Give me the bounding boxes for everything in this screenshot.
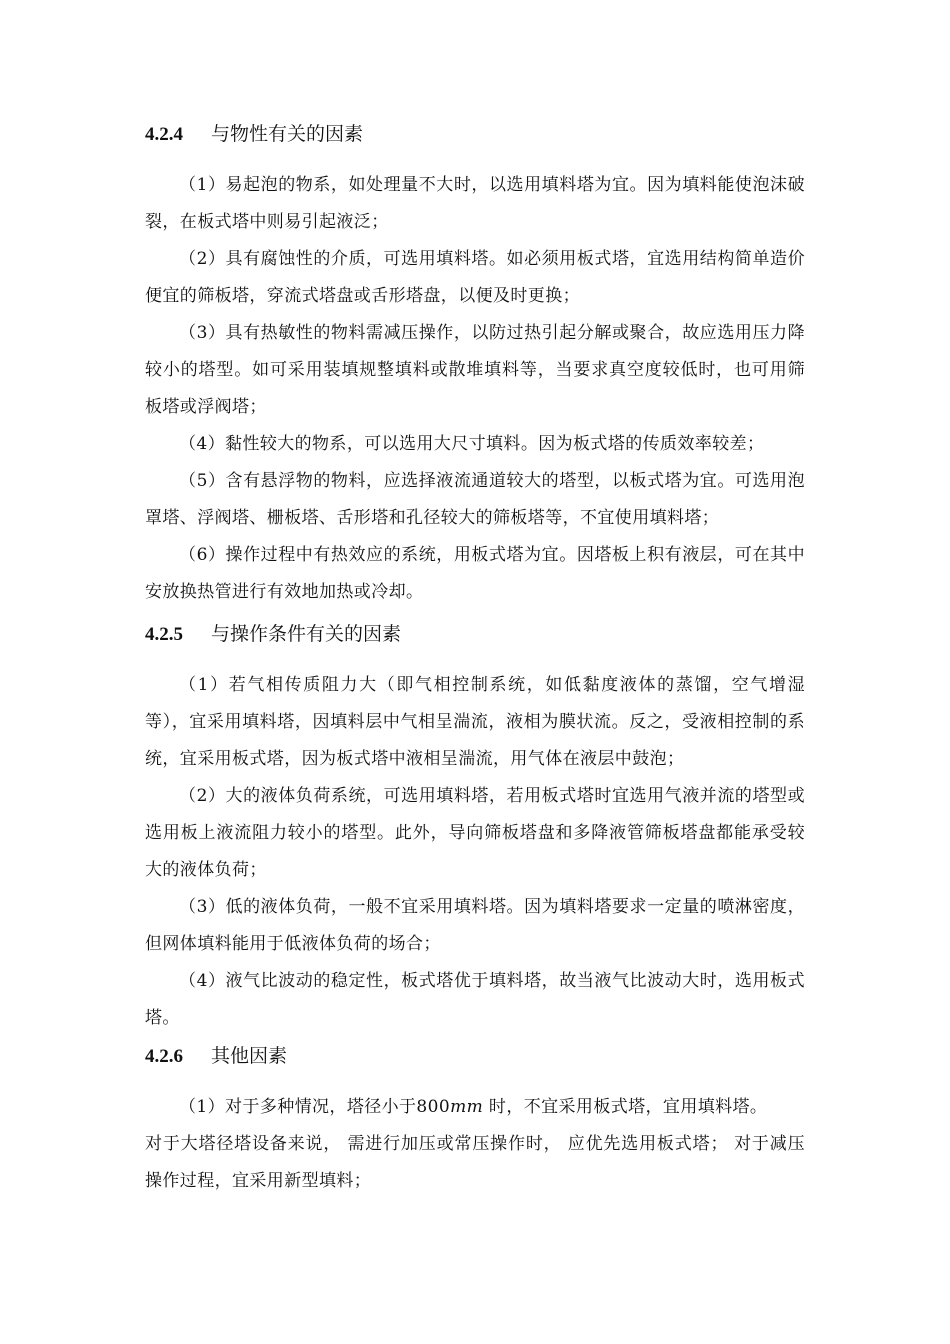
section-4-2-6 <box>145 1041 805 1200</box>
paragraph: （2）具有腐蚀性的介质，可选用填料塔。如必须用板式塔，宜选用结构简单造价便宜的筛板塔，穿流式塔盘或舌形塔盘，以便及时更换； <box>145 249 805 306</box>
paragraph: （1）若气相传质阻力大（即气相控制系统，如低黏度液体的蒸馏，空气增湿等），宜采用填料塔，因填料层中气相呈湍流，液相为膜状流。反之，受液相控制的系统，宜采用板式塔，因为板式塔中液相呈湍流，用气体在液层中鼓泡； <box>145 675 805 769</box>
section-number: 4.2.5 <box>145 624 183 645</box>
section-heading <box>145 119 805 149</box>
paragraph: （4）液气比波动的稳定性，板式塔优于填料塔，故当液气比波动大时，选用板式塔。 <box>145 971 805 1028</box>
paragraph: 对于大塔径塔设备来说， 需进行加压或常压操作时， 应优先选用板式塔； 对于减压操作过程，宜采用新型填料； <box>145 1134 805 1191</box>
section-title: 与操作条件有关的因素 <box>211 623 402 645</box>
section-title: 与物性有关的因素 <box>211 123 364 145</box>
section-4-2-4 <box>145 119 805 611</box>
section-title: 其他因素 <box>211 1045 288 1067</box>
paragraph: （2）大的液体负荷系统，可选用填料塔，若用板式塔时宜选用气液并流的塔型或选用板上液流阻力较小的塔型。此外，导向筛板塔盘和多降液管筛板塔盘都能承受较大的液体负荷； <box>145 786 805 880</box>
section-heading <box>145 1041 805 1071</box>
paragraph-text: 时，不宜采用板式塔，宜用填料塔。 <box>483 1097 768 1117</box>
paragraph-text: （1）对于多种情况，塔径小于 <box>179 1097 417 1117</box>
dimension-value: 800 <box>416 1097 451 1117</box>
section-heading <box>145 619 805 649</box>
section-number: 4.2.4 <box>145 124 183 145</box>
paragraph: （1）易起泡的物系，如处理量不大时，以选用填料塔为宜。因为填料能使泡沫破裂，在板式塔中则易引起液泛； <box>145 175 805 232</box>
paragraph: （3）低的液体负荷，一般不宜采用填料塔。因为填料塔要求一定量的喷淋密度，但网体填料能用于低液体负荷的场合； <box>145 897 805 954</box>
paragraph: （3）具有热敏性的物料需减压操作，以防过热引起分解或聚合，故应选用压力降较小的塔型。如可采用装填规整填料或散堆填料等，当要求真空度较低时，也可用筛板塔或浮阀塔； <box>145 323 805 417</box>
paragraph: （4）黏性较大的物系，可以选用大尺寸填料。因为板式塔的传质效率较差； <box>179 434 765 454</box>
section-4-2-5 <box>145 619 805 1037</box>
section-number: 4.2.6 <box>145 1046 183 1067</box>
paragraph <box>145 1089 805 1126</box>
paragraph: （6）操作过程中有热效应的系统，用板式塔为宜。因塔板上积有液层，可在其中安放换热管进行有效地加热或冷却。 <box>145 545 805 602</box>
unit-text: mm <box>450 1097 484 1117</box>
paragraph: （5）含有悬浮物的物料，应选择液流通道较大的塔型，以板式塔为宜。可选用泡罩塔、浮阀塔、栅板塔、舌形塔和孔径较大的筛板塔等，不宜使用填料塔； <box>145 471 805 528</box>
